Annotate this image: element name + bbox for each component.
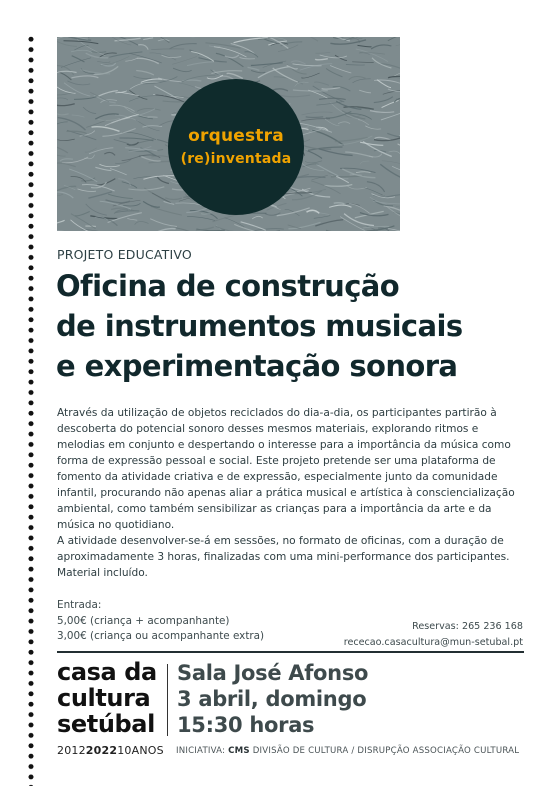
description-paragraph-3: Material incluído. <box>57 567 148 579</box>
scribble-stroke <box>98 118 120 120</box>
scribble-stroke <box>396 40 400 46</box>
scribble-stroke <box>57 72 71 80</box>
scribble-stroke <box>314 216 331 219</box>
scribble-stroke <box>369 154 382 157</box>
scribble-stroke <box>120 138 154 141</box>
admission-label: Entrada: <box>57 599 102 611</box>
admission-price-2: 3,00€ (criança ou acompanhante extra) <box>57 630 265 642</box>
scribble-stroke <box>381 110 400 120</box>
scribble-stroke <box>132 109 155 117</box>
scribble-stroke <box>165 198 182 200</box>
scribble-stroke <box>240 57 255 59</box>
scribble-stroke <box>158 40 170 41</box>
scribble-stroke <box>61 58 91 68</box>
dotted-border <box>28 34 34 786</box>
scribble-stroke <box>57 71 77 73</box>
scribble-stroke <box>315 59 328 60</box>
scribble-stroke <box>251 70 265 72</box>
credits-prefix: INICIATIVA: <box>176 746 229 756</box>
scribble-stroke <box>125 58 137 61</box>
scribble-stroke <box>302 112 333 115</box>
scribble-stroke <box>143 201 160 207</box>
scribble-stroke <box>316 102 342 105</box>
scribble-stroke <box>127 218 137 220</box>
scribble-stroke <box>143 37 169 43</box>
scribble-stroke <box>385 194 400 198</box>
scribble-stroke <box>334 203 345 204</box>
logo-line-1: orquestra <box>188 126 284 146</box>
scribble-stroke <box>245 52 259 58</box>
scribble-stroke <box>364 187 382 195</box>
scribble-stroke <box>114 140 129 144</box>
brand-line-1: casa da <box>57 658 157 686</box>
scribble-stroke <box>57 186 76 194</box>
scribble-stroke <box>67 81 90 85</box>
scribble-stroke <box>97 61 110 62</box>
scribble-stroke <box>150 219 177 227</box>
page-title <box>56 266 462 386</box>
event-time: 15:30 horas <box>177 713 315 737</box>
scribble-stroke <box>88 37 120 38</box>
section-kicker: PROJETO EDUCATIVO <box>57 247 192 262</box>
scribble-stroke <box>134 76 152 78</box>
scribble-stroke <box>371 45 391 49</box>
scribble-stroke <box>251 63 283 66</box>
scribble-stroke <box>297 37 318 41</box>
scribble-stroke <box>389 151 400 156</box>
scribble-stroke <box>88 192 112 199</box>
scribble-stroke <box>71 76 98 78</box>
admission-price-1: 5,00€ (criança + acompanhante) <box>57 614 230 627</box>
scribble-stroke <box>136 71 154 76</box>
scribble-stroke <box>137 109 160 112</box>
casa-da-cultura-logo <box>57 659 157 737</box>
scribble-stroke <box>370 111 394 113</box>
scribble-stroke <box>329 205 351 207</box>
scribble-stroke <box>78 189 97 192</box>
scribble-stroke <box>349 203 370 213</box>
credits-line <box>176 746 519 756</box>
scribble-stroke <box>151 49 184 50</box>
scribble-stroke <box>358 45 372 46</box>
scribble-stroke <box>335 137 368 141</box>
scribble-stroke <box>380 164 400 179</box>
scribble-stroke <box>57 82 76 93</box>
scribble-stroke <box>313 86 345 102</box>
scribble-stroke <box>57 193 63 196</box>
scribble-stroke <box>74 97 97 100</box>
brand-line-3: setúbal <box>57 710 155 738</box>
scribble-stroke <box>196 227 214 230</box>
scribble-stroke <box>241 222 266 231</box>
scribble-stroke <box>57 122 68 129</box>
scribble-stroke <box>57 98 68 100</box>
scribble-stroke <box>363 142 392 157</box>
scribble-stroke <box>360 161 370 164</box>
reservations-phone: Reservas: 265 236 168 <box>412 621 523 632</box>
scribble-stroke <box>346 65 365 66</box>
scribble-stroke <box>372 58 391 68</box>
scribble-stroke <box>384 206 400 218</box>
scribble-stroke <box>99 91 118 97</box>
scribble-stroke <box>154 86 178 100</box>
years-start: 2012 <box>57 744 86 757</box>
scribble-stroke <box>330 66 351 74</box>
scribble-stroke <box>152 193 171 203</box>
scribble-stroke <box>108 37 139 45</box>
scribble-stroke <box>57 37 70 41</box>
reservations-email: rececao.casacultura@mun-setubal.pt <box>343 636 523 648</box>
reservations-info <box>344 619 523 650</box>
scribble-stroke <box>157 229 176 231</box>
scribble-stroke <box>206 43 241 48</box>
scribble-stroke <box>320 55 347 58</box>
logo-line-2: (re)inventada <box>180 151 292 167</box>
scribble-stroke <box>316 52 331 53</box>
title-line-3: e experimentação sonora <box>56 349 458 383</box>
scribble-stroke <box>129 96 155 102</box>
scribble-stroke <box>293 64 322 66</box>
scribble-stroke <box>72 115 85 117</box>
scribble-stroke <box>387 133 400 137</box>
scribble-stroke <box>353 79 371 83</box>
scribble-stroke <box>248 67 260 70</box>
scribble-stroke <box>293 90 328 91</box>
scribble-stroke <box>187 216 215 220</box>
credits-org: CMS <box>228 746 250 756</box>
scribble-stroke <box>305 161 322 163</box>
scribble-stroke <box>151 206 182 215</box>
scribble-stroke <box>150 53 177 60</box>
scribble-stroke <box>312 130 344 145</box>
scribble-stroke <box>252 216 263 219</box>
scribble-stroke <box>356 49 388 62</box>
years-end: 2022 <box>85 744 118 757</box>
scribble-stroke <box>216 53 244 67</box>
credits-rest: DIVISÃO DE CULTURA / DISRUPÇÃO ASSOCIAÇÃO CULTURAL <box>249 746 520 756</box>
scribble-stroke <box>104 152 115 155</box>
scribble-stroke <box>57 139 74 140</box>
scribble-stroke <box>58 118 86 131</box>
scribble-stroke <box>118 92 138 96</box>
scribble-stroke <box>214 47 247 57</box>
scribble-stroke <box>57 103 75 106</box>
scribble-stroke <box>358 120 369 125</box>
scribble-stroke <box>280 95 310 97</box>
scribble-stroke <box>108 194 133 198</box>
event-date: 3 abril, domingo <box>177 687 367 711</box>
scribble-stroke <box>57 192 73 198</box>
scribble-stroke <box>57 66 74 75</box>
scribble-stroke <box>388 229 400 231</box>
scribble-stroke <box>169 44 196 49</box>
scribble-stroke <box>62 157 88 163</box>
description-paragraph-1: Através da utilização de objetos reciclados do dia-a-dia, os participantes partirão à descoberta do potencial sonoro desses mesmos materiais, explorando ritmos e melodias em conjunto e despertando o interesse para a importância da música como forma de expressão pessoal e social. Este projeto pretende ser uma plataforma de fomento da atividade criativa e de expressão, especialmente junto da comunidade infantil, procurando não apenas aliar a prática musical e artística à consciencialização ambiental, como também sensibilizar as crianças para a importância da arte e da música no quotidiano. <box>57 407 515 531</box>
scribble-stroke <box>99 164 119 167</box>
scribble-stroke <box>57 114 69 115</box>
scribble-stroke <box>86 204 107 215</box>
scribble-stroke <box>97 179 115 185</box>
scribble-stroke <box>95 167 111 170</box>
scribble-stroke <box>157 177 169 184</box>
scribble-stroke <box>138 45 148 50</box>
scribble-stroke <box>136 120 160 131</box>
scribble-stroke <box>143 38 153 40</box>
scribble-stroke <box>60 159 73 161</box>
scribble-stroke <box>325 119 339 126</box>
title-line-2: de instrumentos musicais <box>56 309 463 343</box>
scribble-stroke <box>322 88 341 90</box>
scribble-stroke <box>129 53 162 63</box>
description-paragraph-2: A atividade desenvolver-se-á em sessões, no formato de oficinas, com a duração de aproximadamente 3 horas, finalizadas com uma mini-performance dos participantes. <box>57 535 510 563</box>
scribble-stroke <box>71 50 92 52</box>
scribble-stroke <box>161 55 181 58</box>
scribble-stroke <box>398 144 400 151</box>
scribble-stroke <box>225 55 239 58</box>
scribble-stroke <box>388 37 400 41</box>
scribble-stroke <box>324 185 352 187</box>
scribble-stroke <box>234 38 268 43</box>
scribble-stroke <box>399 134 400 136</box>
admission-info <box>57 598 264 645</box>
scribble-stroke <box>57 145 68 153</box>
scribble-stroke <box>110 169 127 175</box>
scribble-stroke <box>359 90 371 93</box>
scribble-stroke <box>338 122 350 124</box>
brand-line-2: cultura <box>57 684 151 712</box>
scribble-stroke <box>319 98 346 99</box>
scribble-stroke <box>92 52 107 53</box>
scribble-stroke <box>314 82 329 85</box>
orquestra-logo <box>168 79 304 215</box>
scribble-stroke <box>83 107 96 114</box>
title-line-1: Oficina de construção <box>56 269 400 303</box>
anniversary-label <box>57 744 164 757</box>
scribble-stroke <box>141 157 160 161</box>
scribble-stroke <box>123 203 140 206</box>
scribble-stroke <box>135 222 149 225</box>
scribble-stroke <box>57 92 75 95</box>
event-venue: Sala José Afonso <box>177 661 369 685</box>
scribble-stroke <box>356 172 371 173</box>
scribble-stroke <box>352 62 374 63</box>
scribble-stroke <box>72 56 85 62</box>
scribble-stroke <box>300 144 331 149</box>
scribble-stroke <box>365 126 381 129</box>
scribble-stroke <box>109 105 134 111</box>
scribble-stroke <box>227 73 243 78</box>
scribble-stroke <box>173 68 192 71</box>
scribble-stroke <box>92 127 120 132</box>
scribble-stroke <box>57 220 65 224</box>
scribble-stroke <box>57 163 76 167</box>
scribble-stroke <box>367 182 385 192</box>
years-label: 10ANOS <box>117 744 164 757</box>
scribble-stroke <box>187 62 214 66</box>
footer-divider <box>57 651 524 653</box>
scribble-stroke <box>75 212 90 216</box>
description <box>57 405 527 581</box>
event-details <box>177 660 368 738</box>
scribble-stroke <box>129 187 165 190</box>
scribble-stroke <box>108 213 142 223</box>
footer-vertical-divider <box>167 664 168 736</box>
scribble-stroke <box>347 186 367 189</box>
scribble-stroke <box>374 97 393 103</box>
